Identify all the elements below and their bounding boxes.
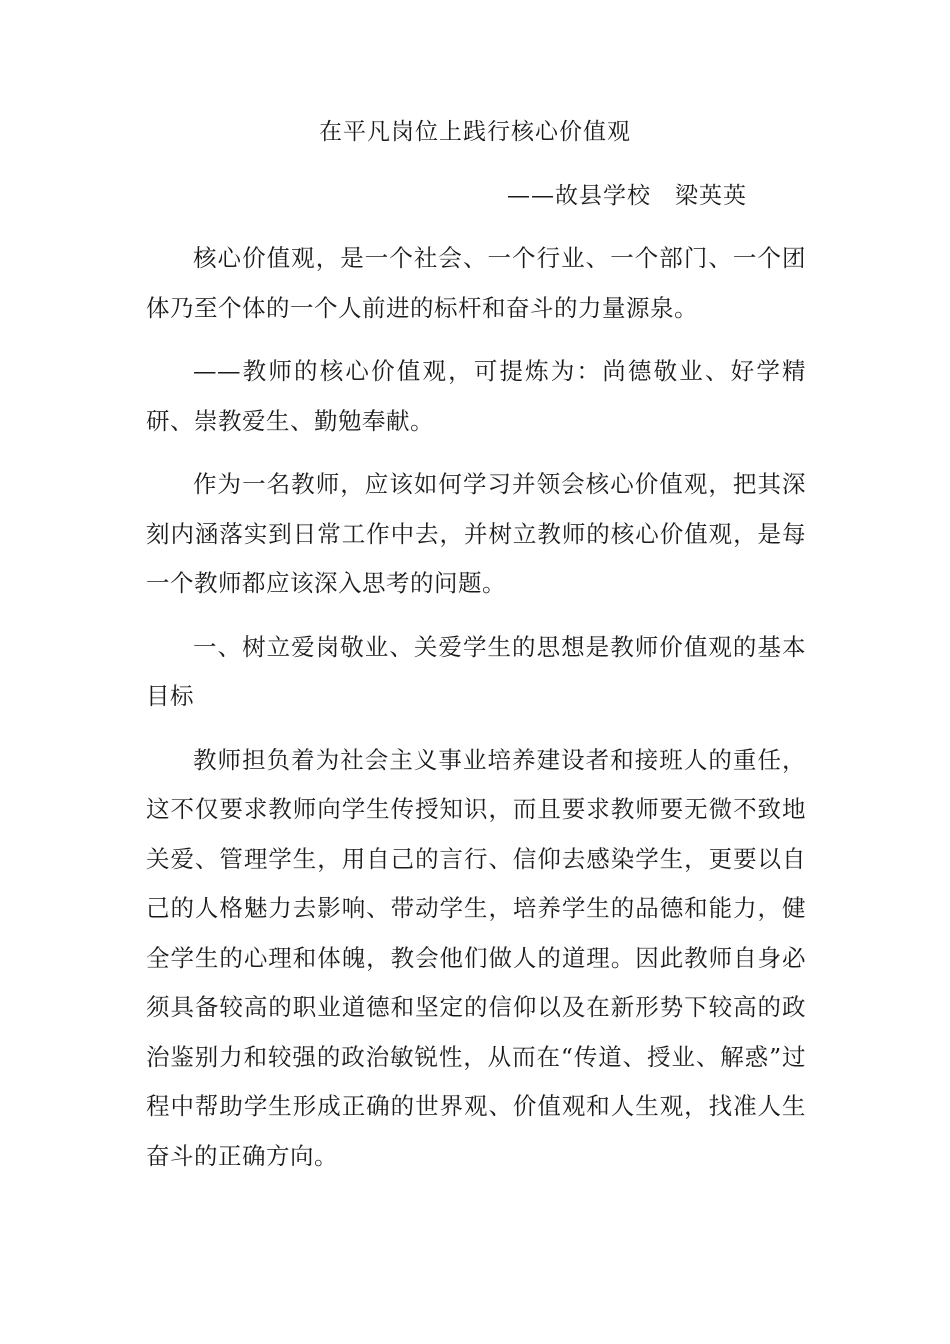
paragraph-question: 作为一名教师，应该如何学习并领会核心价值观，把其深刻内涵落实到日常工作中去，并树立教师的核心价值观，是每一个教师都应该深入思考的问题。 (146, 470, 806, 597)
paragraph-intro: 核心价值观，是一个社会、一个行业、一个部门、一个团体乃至个体的一个人前进的标杆和奋斗的力量源泉。 (146, 244, 806, 322)
paragraph-teacher-values: ——教师的核心价值观，可提炼为：尚德敬业、好学精研、崇教爱生、勤勉奉献。 (146, 357, 806, 435)
document-body (146, 234, 806, 1195)
author-line: ——故县学校 梁英英 (507, 183, 747, 209)
document-title: 在平凡岗位上践行核心价值观 (319, 119, 631, 145)
paragraph-section-1-body: 教师担负着为社会主义事业培养建设者和接班人的重任，这不仅要求教师向学生传授知识，而且要求教师要无微不致地关爱、管理学生，用自己的言行、信仰去感染学生，更要以自己的人格魅力去影响、带动学生，培养学生的品德和能力，健全学生的心理和体魄，教会他们做人的道理。因此教师自身必须具备较高的职业道德和坚定的信仰以及在新形势下较高的政治鉴别力和较强的政治敏锐性，从而在“传道、授业、解惑”过程中帮助学生形成正确的世界观、价值观和人生观，找准人生奋斗的正确方向。 (146, 745, 806, 1170)
section-heading-1: 一、树立爱岗敬业、关爱学生的思想是教师价值观的基本目标 (146, 632, 806, 710)
